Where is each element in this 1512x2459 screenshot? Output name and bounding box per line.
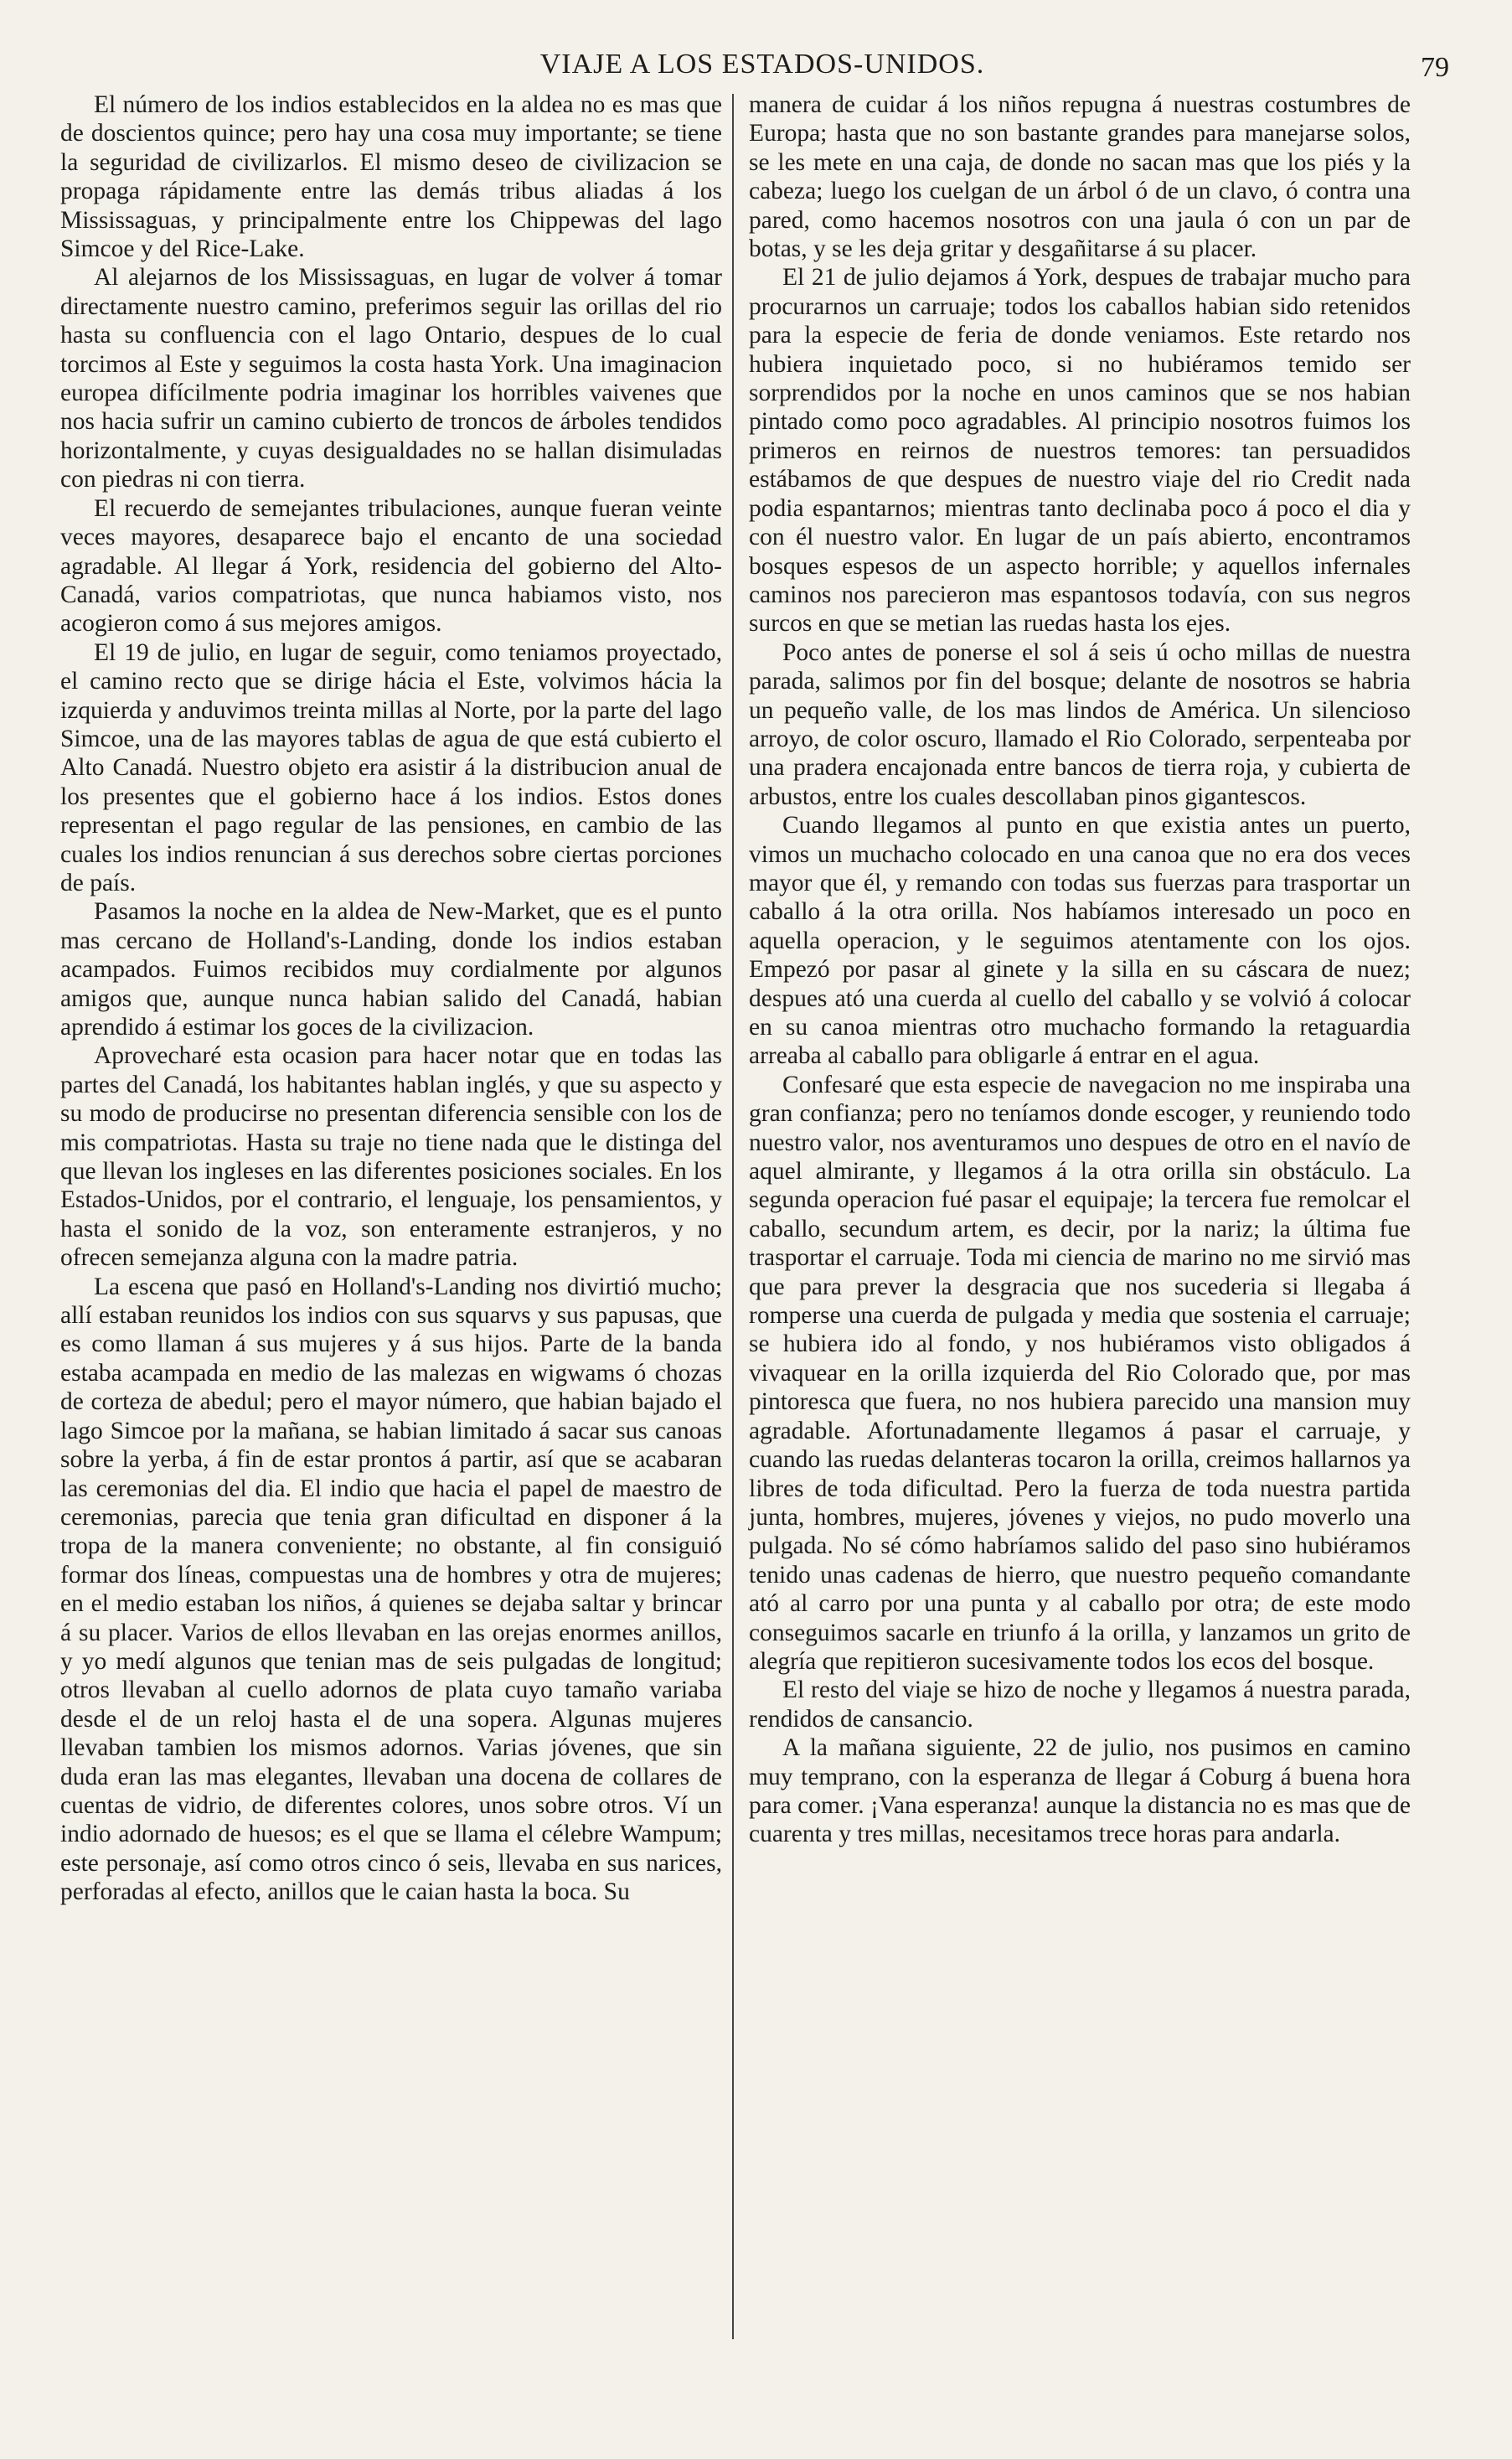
paragraph: Pasamos la noche en la aldea de New-Market, que es el punto mas cercano de Holland's-Landing, donde los indios estaban acampados. Fuimos recibidos muy cordialmente por algunos amigos que, aunque nunca habian salido del Canadá, habian aprendido á estimar los goces de la civilizacion. (60, 898, 722, 1041)
page-number: 79 (1421, 52, 1449, 83)
column-divider (732, 94, 734, 2339)
paragraph-continued: manera de cuidar á los niños repugna á nuestras costumbres de Europa; hasta que no son bastante grandes para manejarse solos, se les mete en una caja, de donde no sacan mas que los piés y la cabeza; luego los cuelgan de un árbol ó de un clavo, ó contra una pared, como hacemos nosotros con una jaula ó con un par de botas, y se les deja gritar y desgañitarse á su placer. (749, 91, 1411, 263)
paragraph: La escena que pasó en Holland's-Landing nos divirtió mucho; allí estaban reunidos los indios con sus squarvs y sus papusas, que es como llaman á sus mujeres y á sus hijos. Parte de la banda estaba acampada en medio de las malezas en wigwams ó chozas de corteza de abedul; pero el mayor número, que habian bajado el lago Simcoe por la mañana, se habian limitado á sacar sus canoas sobre la yerba, á fin de estar prontos á partir, así que se acabaran las ceremonias del dia. El indio que hacia el papel de maestro de ceremonias, parecia que tenia gran dificultad en disponer á la tropa de la manera conveniente; no obstante, al fin consiguió formar dos líneas, compuestas una de hombres y otra de mujeres; en el medio estaban los niños, á quienes se dejaba saltar y brincar á su placer. Varios de ellos llevaban en las orejas enormes anillos, y yo medí algunos que tenian mas de seis pulgadas de longitud; otros llevaban al cuello adornos de plata cuyo tamaño variaba desde el de un reloj hasta el de una sopera. Algunas mujeres llevaban tambien los mismos adornos. Varias jóvenes, que sin duda eran las mas elegantes, llevaban una docena de collares de cuentas de vidrio, de diferentes colores, unos sobre otros. Ví un indio adornado de huesos; es el que se llama el célebre Wampum; este personaje, así como otros cinco ó seis, llevaba en sus narices, perforadas al efecto, anillos que le caian hasta la boca. Su (60, 1273, 722, 1906)
paragraph: Confesaré que esta especie de navegacion no me inspiraba una gran confianza; pero no teníamos donde escoger, y reuniendo todo nuestro valor, nos aventuramos uno despues de otro en el navío de aquel almirante, y llegamos á la otra orilla sin obstáculo. La segunda operacion fué pasar el equipaje; la tercera fue remolcar el caballo, secundum artem, es decir, por la nariz; la última fue trasportar el carruaje. Toda mi ciencia de marino no me sirvió mas que para prever la desgracia que nos sucederia si llegaba á romperse una cuerda de pulgada y media que sostenia el carruaje; se hubiera ido al fondo, y nos hubiéramos visto obligados á vivaquear en la orilla izquierda del Rio Colorado que, por mas pintoresca que fuera, no nos hubiera parecido una mansion muy agradable. Afortunadamente llegamos á pasar el carruaje, y cuando las ruedas delanteras tocaron la orilla, creimos hallarnos ya libres de toda dificultad. Pero la fuerza de toda nuestra partida junta, hombres, mujeres, jóvenes y viejos, no pudo moverlo una pulgada. No sé cómo habríamos salido del paso sino hubiéramos tenido unas cadenas de hierro, que nuestro pequeño comandante ató al carro por una punta y al caballo por otra; de este modo conseguimos sacarle en triunfo á la orilla, y lanzamos un grito de alegría que repitieron sucesivamente todos los ecos del bosque. (749, 1071, 1411, 1675)
paragraph: Aprovecharé esta ocasion para hacer notar que en todas las partes del Canadá, los habitantes hablan inglés, y que su aspecto y su modo de producirse no presentan diferencia sensible con los de mis compatriotas. Hasta su traje no tiene nada que le distinga del que llevan los ingleses en las diferentes posiciones sociales. En los Estados-Unidos, por el contrario, el lenguaje, los pensamientos, y hasta el sonido de la voz, son enteramente estranjeros, y no ofrecen semejanza alguna con la madre patria. (60, 1042, 722, 1272)
paragraph: A la mañana siguiente, 22 de julio, nos pusimos en camino muy temprano, con la esperanza de llegar á Coburg á buena hora para comer. ¡Vana esperanza! aunque la distancia no es mas que de cuarenta y tres millas, necesitamos trece horas para andarla. (749, 1734, 1411, 1848)
left-column (60, 90, 722, 2353)
page-header (75, 49, 1449, 85)
paragraph: El recuerdo de semejantes tribulaciones, aunque fueran veinte veces mayores, desaparece bajo el encanto de una sociedad agradable. Al llegar á York, residencia del gobierno del Alto-Canadá, varios compatriotas, que nunca habiamos visto, nos acogieron como á sus mejores amigos. (60, 494, 722, 638)
paragraph: El resto del viaje se hizo de noche y llegamos á nuestra parada, rendidos de cansancio. (749, 1676, 1411, 1733)
paragraph: Al alejarnos de los Mississaguas, en lugar de volver á tomar directamente nuestro camino, preferimos seguir las orillas del rio hasta su confluencia con el lago Ontario, despues de lo cual torcimos al Este y seguimos la costa hasta York. Una imaginacion europea difícilmente podria imaginar los horribles vaivenes que nos hacia sufrir un camino cubierto de troncos de árboles tendidos horizontalmente, y cuyas desigualdades no se hallan disimuladas con piedras ni con tierra. (60, 264, 722, 493)
paragraph: Cuando llegamos al punto en que existia antes un puerto, vimos un muchacho colocado en una canoa que no era dos veces mayor que él, y remando con todas sus fuerzas para trasportar un caballo á la otra orilla. Nos habíamos interesado un poco en aquella operacion, y le seguimos atentamente con los ojos. Empezó por pasar al ginete y la silla en su cáscara de nuez; despues ató una cuerda al cuello del caballo y se volvió á colocar en su canoa mientras otro muchacho formando la retaguardia arreaba al caballo para obligarle á entrar en el agua. (749, 812, 1411, 1070)
right-column (749, 90, 1411, 2353)
running-title: VIAJE A LOS ESTADOS-UNIDOS. (539, 49, 985, 80)
paragraph: Poco antes de ponerse el sol á seis ú ocho millas de nuestra parada, salimos por fin del bosque; delante de nosotros se habria un pequeño valle, de los mas lindos de América. Un silencioso arroyo, de color oscuro, llamado el Rio Colorado, serpenteaba por una pradera encajonada entre bancos de tierra roja, y cubierta de arbustos, entre los cuales descollaban pinos gigantescos. (749, 638, 1411, 810)
paragraph: El número de los indios establecidos en la aldea no es mas que de doscientos quince; pero hay una cosa muy importante; se tiene la seguridad de civilizarlos. El mismo deseo de civilizacion se propaga rápidamente entre las demás tribus aliadas á los Mississaguas, y principalmente entre los Chippewas del lago Simcoe y del Rice-Lake. (60, 91, 722, 263)
paragraph: El 19 de julio, en lugar de seguir, como teniamos proyectado, el camino recto que se dirige hácia el Este, volvimos hácia la izquierda y anduvimos treinta millas al Norte, por la parte del lago Simcoe, una de las mayores tablas de agua de que está cubierto el Alto Canadá. Nuestro objeto era asistir á la distribucion anual de los presentes que el gobierno hace á los indios. Estos dones representan el pago regular de las pensiones, en cambio de las cuales los indios renuncian á sus derechos sobre ciertas porciones de país. (60, 638, 722, 896)
paragraph: El 21 de julio dejamos á York, despues de trabajar mucho para procurarnos un carruaje; todos los caballos habian sido retenidos para la especie de feria de donde veniamos. Este retardo nos hubiera inquietado poco, si no hubiéramos temido ser sorprendidos por la noche en unos caminos que se nos habian pintado como poco agradables. Al principio nosotros fuimos los primeros en reirnos de nuestros temores: tan persuadidos estábamos de que despues de nuestro viaje del rio Credit nada podia espantarnos; mientras tanto declinaba poco á poco el dia y con él nuestro valor. En lugar de un país abierto, encontramos bosques espesos de un aspecto horrible; y aquellos infernales caminos nos parecieron mas espantosos todavía, con sus negros surcos en que se metian las ruedas hasta los ejes. (749, 264, 1411, 638)
